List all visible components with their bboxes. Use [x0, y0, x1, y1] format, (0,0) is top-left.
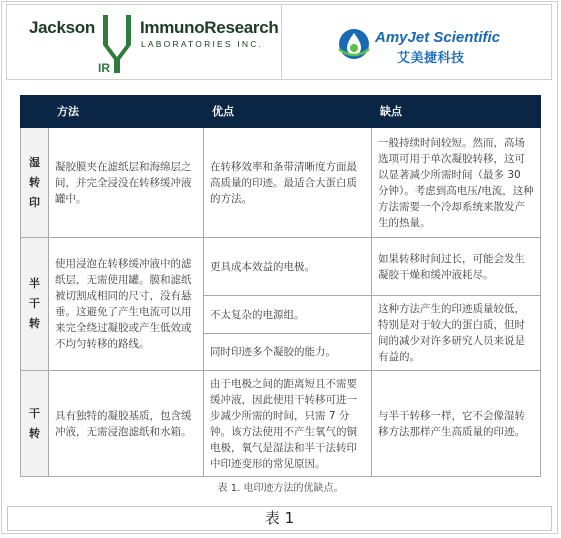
- jackson-logo: [29, 15, 279, 73]
- amyjet-logo-name: AmyJet Scientific: [375, 29, 501, 46]
- table-row-wet: [21, 128, 541, 238]
- row-label-wet: 湿转印: [21, 128, 49, 238]
- jackson-logo-name: Jackson: [29, 18, 95, 37]
- cell-con-semidry-2: 这种方法产生的印迹质量较低，特别是对于较大的蛋白质，但时间的减少对许多研究人员来说是有益的。: [372, 296, 541, 371]
- cell-con-semidry-1: 如果转移时间过长，可能会发生凝胶干燥和缓冲液耗尽。: [372, 238, 541, 296]
- table-header-pros: 优点: [204, 96, 372, 128]
- transfer-methods-table: [20, 95, 541, 477]
- table-footer-label: 表 1: [7, 506, 552, 531]
- svg-text:IR: IR: [98, 61, 110, 73]
- amyjet-emblem-icon: [337, 27, 371, 61]
- table-header-row: [21, 96, 541, 128]
- cell-method-dry: 具有独特的凝胶基质，包含缓冲液，无需浸泡滤纸和水箱。: [49, 371, 204, 477]
- cell-method-wet: 凝胶膜夹在滤纸层和海绵层之间，并完全浸没在转移缓冲液罐中。: [49, 128, 204, 238]
- cell-method-semidry: 使用浸泡在转移缓冲液中的滤纸层，无需使用罐。膜和滤纸被切割成相同的尺寸，没有悬垂。这避免了产生电流可以用来完全绕过凝胶或产生低效或不均匀转移的路线。: [49, 238, 204, 371]
- amyjet-logo: [335, 25, 535, 65]
- cell-con-wet: 一般持续时间较短。然而，高场选项可用于单次凝胶转移，这可以显著减少所需时间（最多 30 分钟）。考虑到高电压/电流，这种方法需要一个冷却系统来散发产生的热量。: [372, 128, 541, 238]
- table-header-cons: 缺点: [372, 96, 541, 128]
- logo-divider: [281, 5, 282, 79]
- jackson-logo-name-2: ImmunoResearch: [140, 18, 279, 37]
- amyjet-logo-cn-name: 艾美捷科技: [397, 51, 465, 66]
- table-caption: 表 1. 电印迹方法的优缺点。: [217, 483, 344, 494]
- table-header-blank: [21, 96, 49, 128]
- cell-pro-dry: 由于电极之间的距离短且不需要缓冲液，因此使用干转移可进一步减少所需的时间，只需 7 分钟。该方法使用不产生氧气的铜电极，氧气是湿法和半干法转印中印迹变形的常见原因。: [204, 371, 372, 477]
- row-label-semidry: 半干转: [21, 238, 49, 371]
- jackson-ir-icon: [95, 15, 139, 73]
- logo-banner: [6, 4, 552, 80]
- table-row-semidry: [21, 238, 541, 296]
- cell-pro-semidry-1: 更具成本效益的电极。: [204, 238, 372, 296]
- jackson-logo-subtitle: LABORATORIES INC.: [141, 39, 264, 49]
- cell-pro-semidry-3: 同时印迹多个凝胶的能力。: [204, 334, 372, 371]
- row-label-dry: 干转: [21, 371, 49, 477]
- cell-con-dry: 与半干转移一样，它不会像湿转移方法那样产生高质量的印迹。: [372, 371, 541, 477]
- cell-pro-wet: 在转移效率和条带清晰度方面最高质量的印迹。最适合大蛋白质的方法。: [204, 128, 372, 238]
- cell-pro-semidry-2: 不太复杂的电源组。: [204, 296, 372, 334]
- table-header-method: 方法: [49, 96, 204, 128]
- table-row-dry: [21, 371, 541, 477]
